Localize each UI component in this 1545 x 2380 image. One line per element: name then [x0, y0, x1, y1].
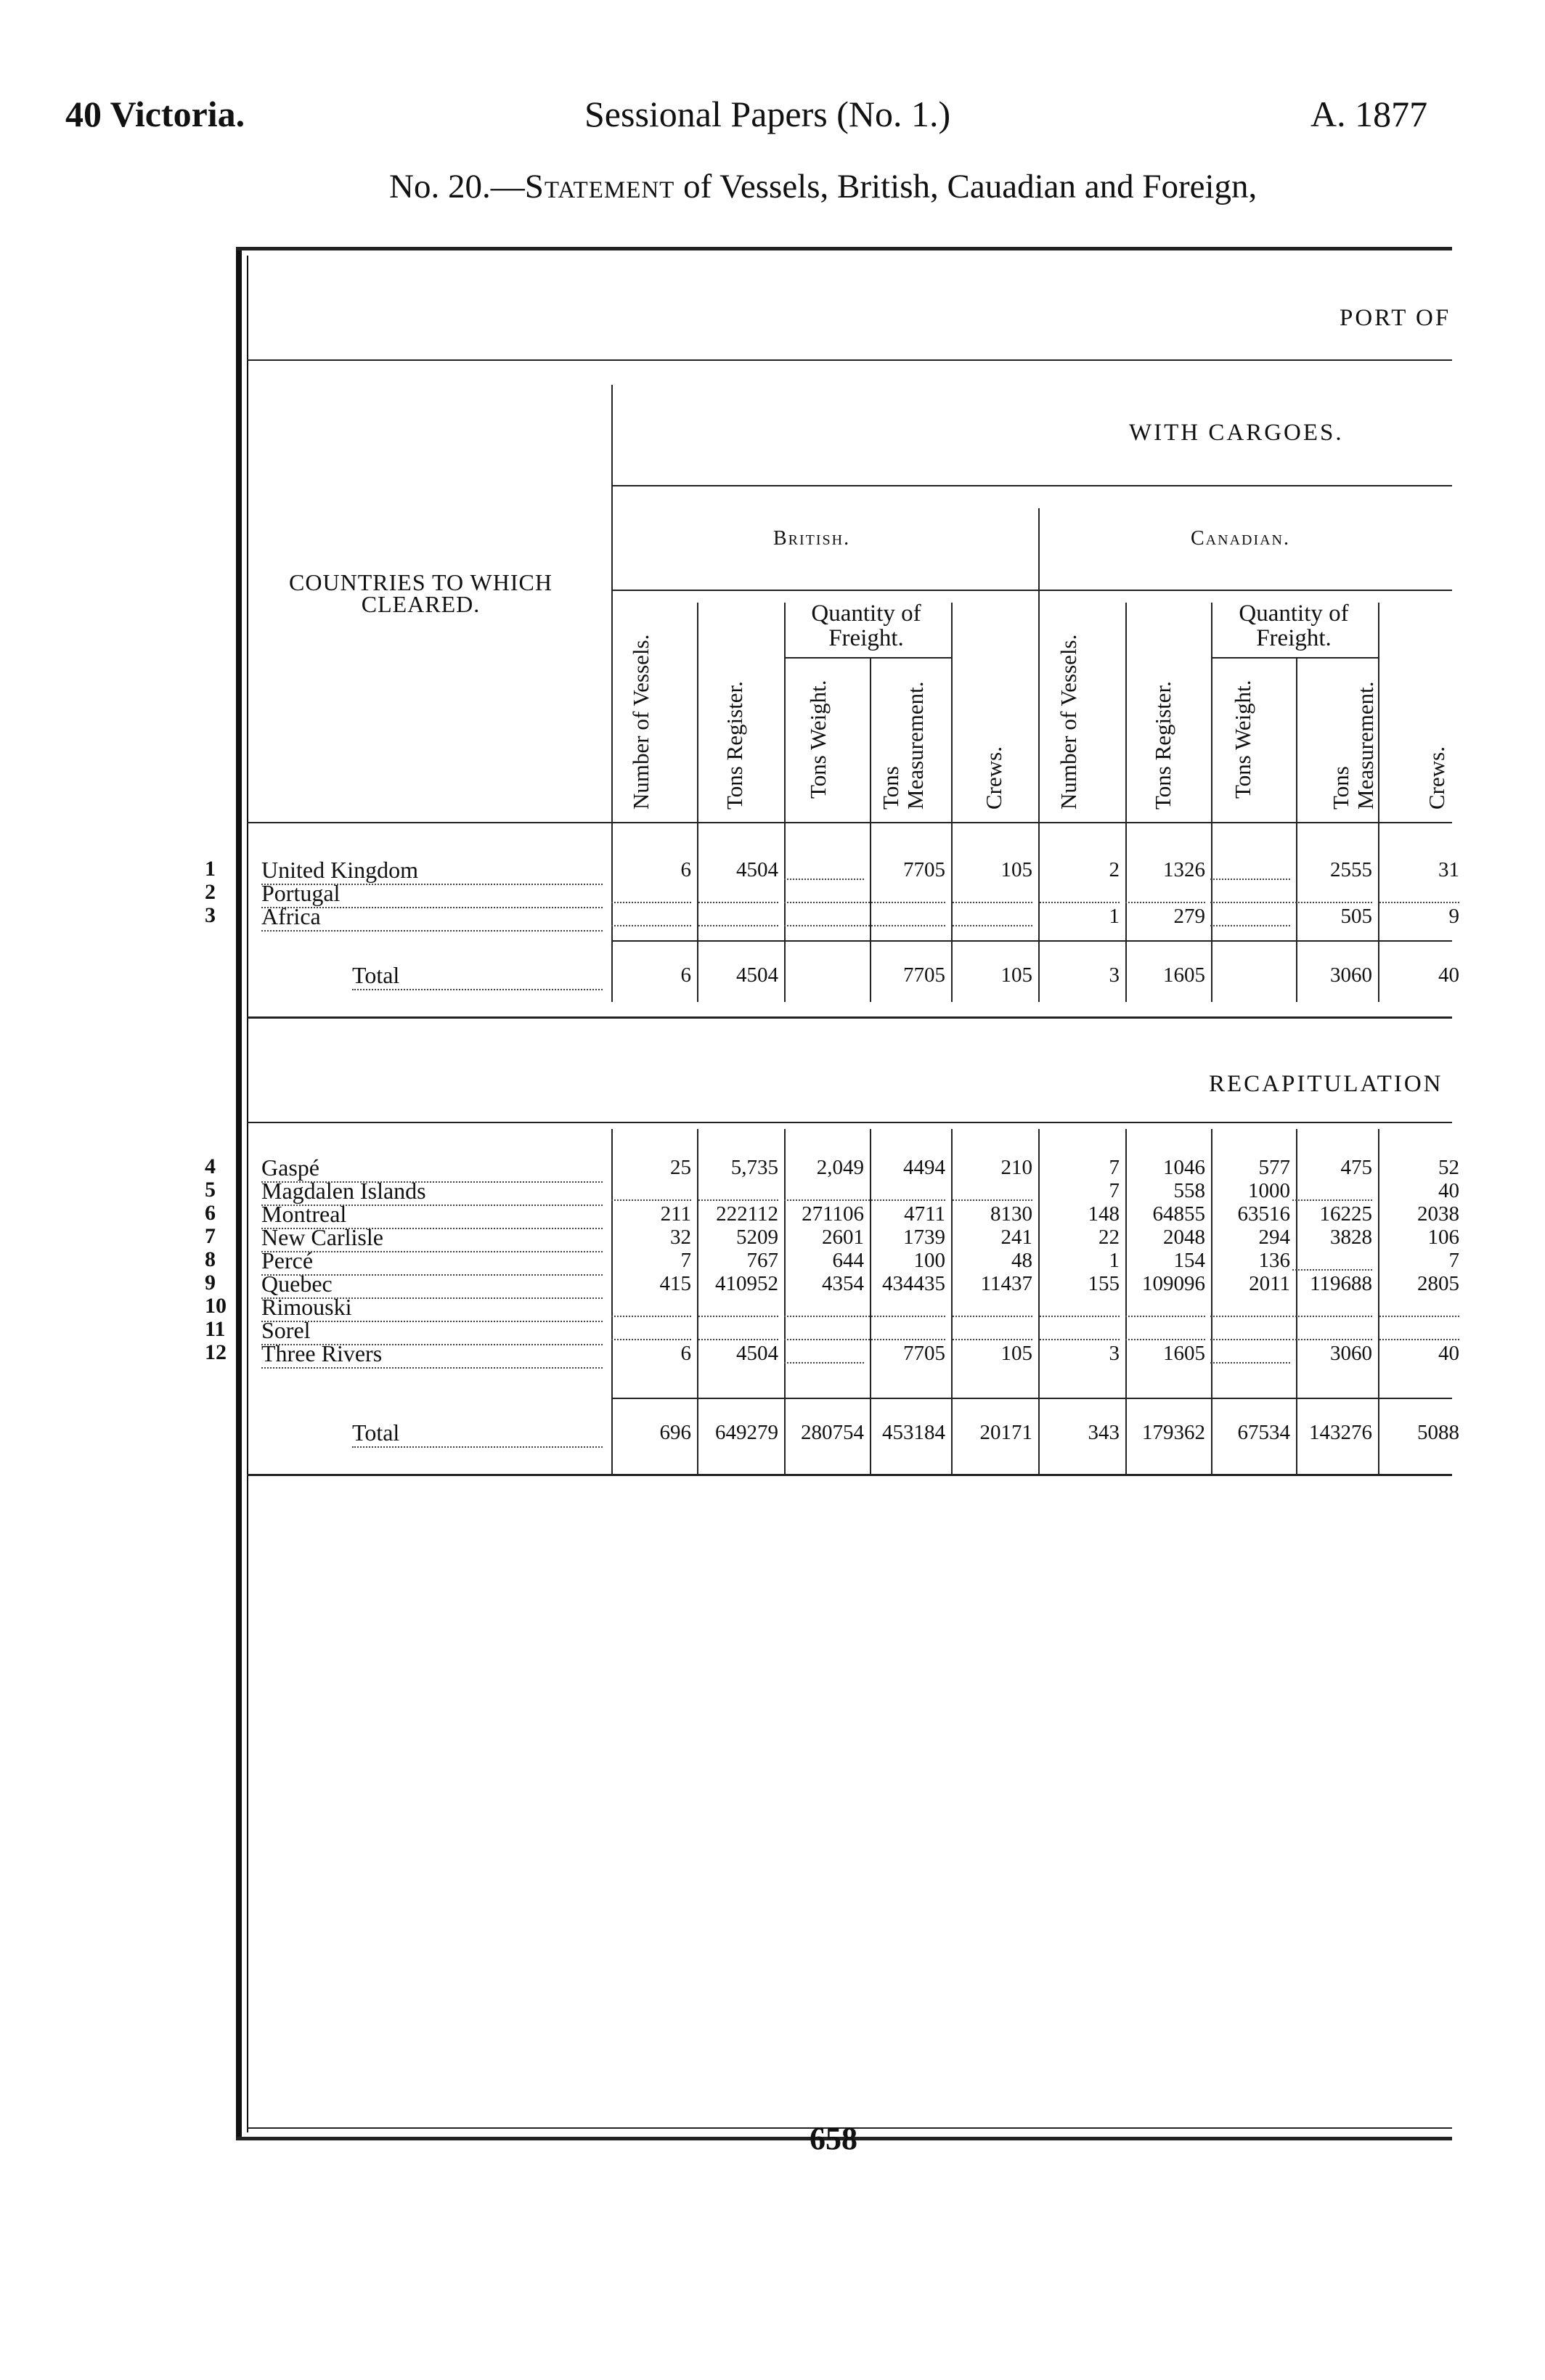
table-cell: 105 [1000, 1342, 1032, 1365]
table-cell [953, 1179, 1032, 1201]
table-frame-inner [247, 256, 248, 2132]
table-cell: 2 [1109, 858, 1120, 881]
table-cell: 222112 [716, 1202, 778, 1226]
col-rule-2 [784, 603, 786, 1002]
total-cell: 67534 [1237, 1421, 1290, 1444]
group-canadian: Canadian. [1191, 527, 1290, 550]
table-cell [1292, 1249, 1372, 1271]
col-tons-register-british: Tons Register. [722, 681, 747, 810]
table-cell [1125, 1319, 1205, 1340]
row-number: 10 [205, 1294, 227, 1318]
col-tons-measurement-canadian: Tons Measurement. [1328, 681, 1378, 810]
table-cell [784, 905, 864, 926]
table-cell [611, 881, 691, 903]
table-cell: 105 [1000, 858, 1032, 881]
table-cell: 5209 [736, 1226, 778, 1249]
table-cell [1379, 1319, 1459, 1340]
table-cell: 505 [1340, 905, 1372, 928]
table-cell: 109096 [1142, 1272, 1205, 1295]
row-number: 7 [205, 1224, 216, 1248]
table-cell: 434435 [882, 1272, 945, 1295]
table-cell [698, 1319, 778, 1340]
table-cell: 16225 [1319, 1202, 1372, 1226]
table-cell: 475 [1340, 1156, 1372, 1179]
table-cell: 7705 [903, 1342, 945, 1365]
table-cell [865, 1319, 945, 1340]
table-cell: 294 [1258, 1226, 1290, 1249]
col-tons-weight-canadian: Tons Weight. [1230, 680, 1255, 799]
table-cell [1210, 1319, 1290, 1340]
table-cell: 1046 [1163, 1156, 1205, 1179]
table-cell: 6 [680, 1342, 691, 1365]
table-cell [1292, 1179, 1372, 1201]
total-cell: 143276 [1309, 1421, 1372, 1444]
table-cell: 1605 [1163, 1342, 1205, 1365]
header-right: A. 1877 [1310, 94, 1428, 134]
col-crews-british: Crews. [981, 746, 1006, 810]
table-cell [1379, 881, 1459, 903]
table-cell: 3 [1109, 1342, 1120, 1365]
col-tons-register-canadian: Tons Register. [1150, 681, 1175, 810]
table-cell [1040, 881, 1120, 903]
table-cell [865, 1179, 945, 1201]
table-cell: 11437 [980, 1272, 1032, 1295]
table-cell [1125, 881, 1205, 903]
row-label: Three Rivers [261, 1340, 603, 1369]
countries-header: COUNTRIES TO WHICH CLEARED. [289, 569, 553, 617]
table-cell: 1000 [1248, 1179, 1290, 1202]
total-cell: 20171 [979, 1421, 1032, 1444]
table-cell: 2805 [1417, 1272, 1459, 1295]
table-cell: 31 [1438, 858, 1459, 881]
table-cell [784, 1295, 864, 1317]
header-bottom-rule [247, 822, 1452, 823]
col-rule-7 [1211, 603, 1212, 1002]
recap-top-rule [247, 1122, 1452, 1123]
table-cell [1040, 1319, 1120, 1340]
table-cell [1292, 1319, 1372, 1340]
table-cell [1125, 1295, 1205, 1317]
group-british: British. [773, 527, 851, 550]
table-cell: 155 [1088, 1272, 1120, 1295]
table-cell: 415 [659, 1272, 691, 1295]
table-cell: 271106 [802, 1202, 864, 1226]
table-cell [1210, 1342, 1290, 1364]
caption-rest: of Vessels, British, Cauadian and Foreign, [683, 168, 1257, 205]
table-cell: 7 [1448, 1249, 1459, 1272]
header-center: Sessional Papers (No. 1.) [584, 94, 951, 134]
col-rule-3 [870, 657, 871, 1002]
row-label: Magdalen Islands [261, 1178, 603, 1206]
table-cell: 4494 [903, 1156, 945, 1179]
table-cell [698, 1179, 778, 1201]
recapitulation-label: RECAPITULATION [1209, 1071, 1443, 1097]
table-cell: 644 [832, 1249, 864, 1272]
table-cell: 210 [1000, 1156, 1032, 1179]
table-cell: 4711 [904, 1202, 945, 1226]
page-number: 658 [810, 2121, 857, 2156]
table-cell: 2038 [1417, 1202, 1459, 1226]
table-cell [1040, 1295, 1120, 1317]
row-number: 9 [205, 1271, 216, 1295]
table-cell [1210, 858, 1290, 880]
table-cell: 1326 [1163, 858, 1205, 881]
col-rule-9 [1378, 603, 1379, 1002]
total-cell: 649279 [715, 1421, 778, 1444]
table-cell [698, 881, 778, 903]
row-label: New Carlisle [261, 1224, 603, 1252]
total-cell: 6 [680, 963, 691, 987]
table-cell: 3828 [1330, 1226, 1372, 1249]
total-cell: 1605 [1163, 963, 1205, 987]
caption-prefix: No. 20.— [389, 168, 525, 205]
table-caption [389, 167, 1257, 206]
quantity-of-freight-canadian: Quantity of Freight. [1239, 600, 1349, 651]
table-cell: 7 [1109, 1156, 1120, 1179]
table-cell: 1739 [903, 1226, 945, 1249]
table-cell [1292, 1295, 1372, 1317]
table-cell: 8130 [990, 1202, 1032, 1226]
total-cell: 280754 [801, 1421, 864, 1444]
row-label: Montreal [261, 1201, 603, 1229]
table-cell: 32 [670, 1226, 691, 1249]
table-cell: 767 [746, 1249, 778, 1272]
total-label: Total [352, 962, 603, 990]
col-tons-weight-british: Tons Weight. [805, 680, 831, 799]
total-cell: 3060 [1330, 963, 1372, 987]
row-number: 11 [205, 1317, 226, 1341]
row-number: 12 [205, 1340, 227, 1364]
row-number: 1 [205, 857, 216, 881]
row-number: 6 [205, 1201, 216, 1225]
row-label: Africa [261, 903, 603, 932]
row-label: Quebec [261, 1271, 603, 1299]
table-cell: 4504 [736, 858, 778, 881]
group-rule [611, 590, 1452, 591]
table-cell: 211 [660, 1202, 691, 1226]
table-cell: 410952 [715, 1272, 778, 1295]
col-rule-8 [1296, 657, 1297, 1002]
table-cell: 63516 [1237, 1202, 1290, 1226]
total-cell: 453184 [882, 1421, 945, 1444]
table-cell: 279 [1173, 905, 1205, 928]
table-cell [698, 1295, 778, 1317]
table-cell: 2048 [1163, 1226, 1205, 1249]
total-cell: 696 [659, 1421, 691, 1444]
total-rule [611, 940, 1452, 942]
col-crews-canadian: Crews. [1424, 746, 1449, 810]
col-vessels-british: Number of Vessels. [628, 634, 653, 810]
table-cell: 100 [913, 1249, 945, 1272]
caption-statement: Statement [524, 168, 675, 205]
row-label: Rimouski [261, 1294, 603, 1322]
table-cell [1210, 1295, 1290, 1317]
row-label: Sorel [261, 1317, 603, 1345]
table-cell: 119688 [1310, 1272, 1372, 1295]
table-cell: 106 [1427, 1226, 1459, 1249]
table-cell [953, 905, 1032, 926]
total-cell: 3 [1109, 963, 1120, 987]
with-cargoes-rule [611, 485, 1452, 486]
table-cell: 5,735 [730, 1156, 778, 1179]
col-rule-4 [951, 603, 953, 1002]
row-number: 2 [205, 880, 216, 904]
row-number: 8 [205, 1247, 216, 1271]
table-cell: 7 [1109, 1179, 1120, 1202]
total-cell: 7705 [903, 963, 945, 987]
quantity-of-freight-british: Quantity of Freight. [811, 600, 921, 651]
table-cell: 4354 [822, 1272, 864, 1295]
col-rule-6 [1125, 603, 1127, 1002]
table-cell: 40 [1438, 1342, 1459, 1365]
table-top-rule [236, 247, 1452, 250]
table-cell: 25 [670, 1156, 691, 1179]
table-cell: 3060 [1330, 1342, 1372, 1365]
table-cell: 148 [1088, 1202, 1120, 1226]
row-label: Portugal [261, 880, 603, 908]
table-cell: 2011 [1249, 1272, 1290, 1295]
table-cell [611, 905, 691, 926]
table-frame-outer [236, 247, 242, 2140]
table-cell: 1 [1109, 1249, 1120, 1272]
table-cell: 9 [1448, 905, 1459, 928]
table-cell: 7 [680, 1249, 691, 1272]
table-cell [784, 881, 864, 903]
col-vessels-canadian: Number of Vessels. [1056, 634, 1081, 810]
table-cell [953, 1319, 1032, 1340]
table-cell [1210, 881, 1290, 903]
table-cell: 136 [1258, 1249, 1290, 1272]
table-cell: 22 [1098, 1226, 1120, 1249]
table-cell: 4504 [736, 1342, 778, 1365]
table-cell: 558 [1173, 1179, 1205, 1202]
with-cargoes-label: WITH CARGOES. [1129, 420, 1344, 446]
table-cell: 2,049 [816, 1156, 864, 1179]
table-cell: 52 [1438, 1156, 1459, 1179]
row-label: United Kingdom [261, 857, 603, 885]
table-cell: 6 [680, 858, 691, 881]
port-rule [247, 359, 1452, 361]
table-cell [865, 881, 945, 903]
table-cell: 48 [1011, 1249, 1032, 1272]
table-cell: 577 [1258, 1156, 1290, 1179]
port-label: PORT OF [1340, 305, 1451, 331]
table-cell [784, 1319, 864, 1340]
col-tons-measurement-british: Tons Measurement. [878, 681, 928, 810]
row-label: Percé [261, 1247, 603, 1276]
table-cell [784, 1342, 864, 1364]
table-cell: 40 [1438, 1179, 1459, 1202]
header-left: 40 Victoria. [65, 94, 245, 134]
row-label: Gaspé [261, 1154, 603, 1183]
col-rule-1 [697, 603, 698, 1002]
table-cell: 7705 [903, 858, 945, 881]
total-label: Total [352, 1419, 603, 1448]
table-cell: 2601 [822, 1226, 864, 1249]
total-rule [611, 1398, 1452, 1399]
table-cell [611, 1319, 691, 1340]
table-cell: 1 [1109, 905, 1120, 928]
total-cell: 179362 [1142, 1421, 1205, 1444]
table-cell [1292, 881, 1372, 903]
total-cell: 105 [1000, 963, 1032, 987]
table-cell [953, 881, 1032, 903]
row-number: 5 [205, 1178, 216, 1202]
table-cell [1210, 905, 1290, 926]
total-cell: 5088 [1417, 1421, 1459, 1444]
total-cell: 343 [1088, 1421, 1120, 1444]
mid-rule [247, 1016, 1452, 1019]
total-cell: 4504 [736, 963, 778, 987]
row-number: 3 [205, 903, 216, 927]
table-cell [698, 905, 778, 926]
table-cell: 241 [1000, 1226, 1032, 1249]
table-cell: 154 [1173, 1249, 1205, 1272]
table-cell [784, 1179, 864, 1201]
table-cell [611, 1295, 691, 1317]
table-cell [1379, 1295, 1459, 1317]
table-cell [865, 905, 945, 926]
table-cell [784, 858, 864, 880]
table-cell [611, 1179, 691, 1201]
table-cell [865, 1295, 945, 1317]
total-cell: 40 [1438, 963, 1459, 987]
table-cell: 64855 [1152, 1202, 1205, 1226]
table-cell: 2555 [1330, 858, 1372, 881]
row-number: 4 [205, 1154, 216, 1178]
table-cell [953, 1295, 1032, 1317]
recap-bottom-rule [247, 1474, 1452, 1476]
